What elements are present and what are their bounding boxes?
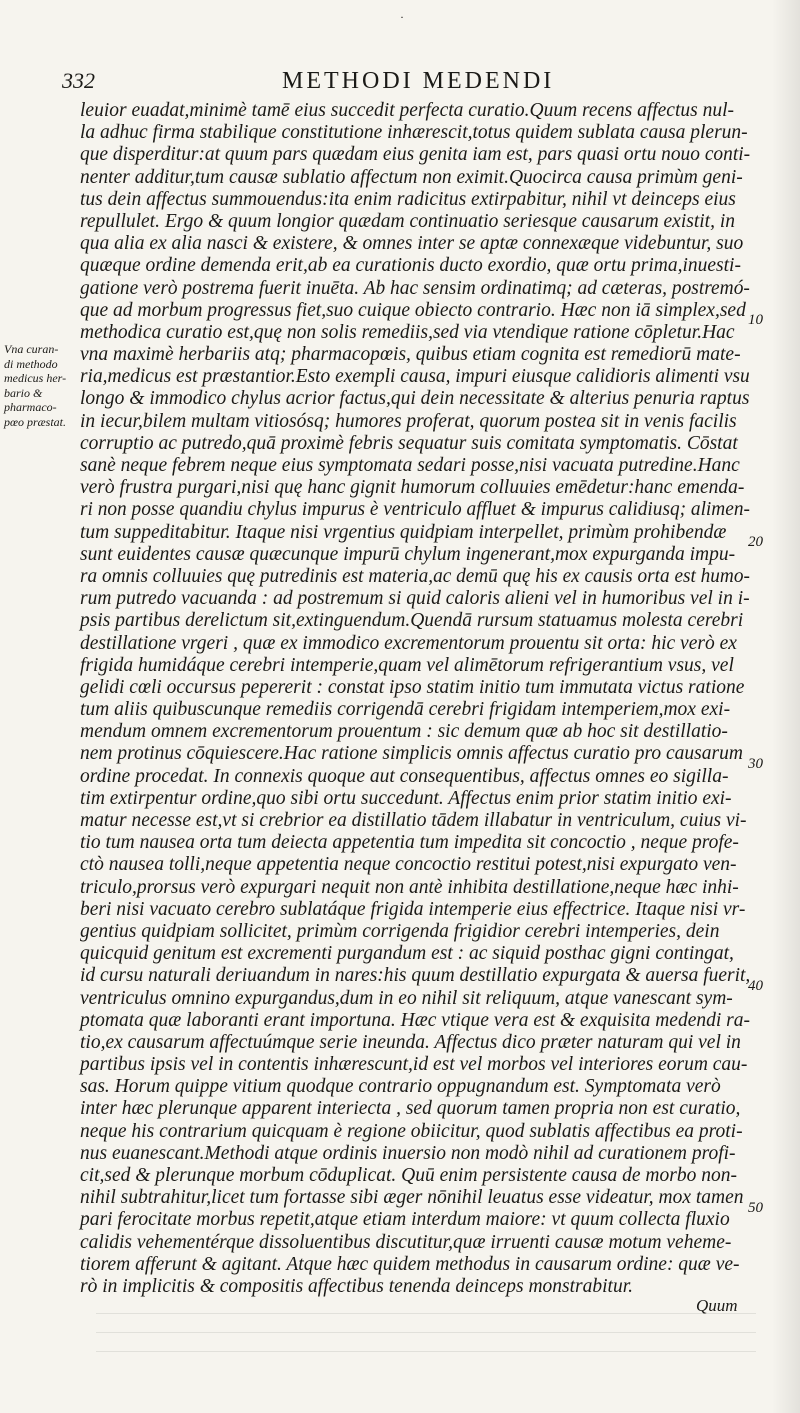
text-line: pari ferocitate morbus repetit,atque etiam interdum maiore: vt quum collecta fluxio [80,1209,730,1231]
text-line: tio,ex causarum affectuúmque serie ineunda. Affectus dico præter naturam qui vel in [80,1031,741,1053]
text-line: destillatione vrgeri , quæ ex immodico excrementorum prouentu sit orta: hic verò ex [80,632,737,654]
text-line: mendum omnem excrementorum prouentum : sic demum quæ ab hoc sit destillatio- [80,721,728,743]
text-line: in iecur,bilem multam vitiosósq; humores proferat, quorum postea sit in venis facilis [80,410,737,432]
marginal-note-line: pœo præstat. [4,414,67,429]
page-header [62,68,762,98]
marginal-note-line: Vna curan- [4,342,59,356]
line-number: 20 [748,534,763,550]
running-head: METHODI MEDENDI [282,68,555,94]
text-line: sas. Horum quippe vitium quodque contrario oppugnandum est. Symptomata verò [80,1076,721,1098]
text-line: qua alia ex alia nasci & existere, & omnes inter se aptæ connexæque videbuntur, suo [80,233,744,255]
text-line: matur necesse est,vt si crebrior ea distillatio tādem illabatur in ventriculum, cuius vi- [80,810,747,831]
marginal-note-line: di methodo [4,356,58,371]
text-line: calidis vehementérque dissoluentibus discutitur,quæ irruenti causæ motum veheme- [80,1231,732,1253]
body-text [80,100,770,1298]
text-line: ria,medicus est præstantior.Esto exempli causa, impuri eiusque calidioris alimenti vsu [80,366,750,388]
text-line: gelidi cœli occursus pepererit : constat ipso statim initio tum immutata victus ratione [80,676,745,698]
text-line: tiorem afferunt & agitant. Atque hæc quidem methodus in causarum ordine: quæ ve- [80,1253,740,1275]
text-line: id cursu naturali deriuandum in nares:his quum destillatio expurgata & auersa fuerit, [80,965,751,987]
marginal-note-line: pharmaco- [4,400,57,415]
text-line: psis partibus derelictum sit,extinguendum.Quendā rursum statuamus molesta cerebri [80,610,744,632]
page-number: 332 [62,68,95,93]
text-line: nihil subtrahitur,licet tum fortasse sibi æger nōnihil leuatus esse videatur, mox tamen [80,1187,744,1209]
text-line: sunt euidentes causæ quæcunque impurū chylum ingenerant,mox expurganda impu- [80,543,736,565]
text-line: que disperditur:at quum pars quædam eius genita iam est, pars quasi ortu nouo conti- [80,144,751,166]
line-number: 40 [748,978,763,994]
top-mark: · [400,10,404,24]
catchword: Quum [696,1296,738,1315]
text-line: nem protinus cōquiescere.Hac ratione simplicis omnis affectus curatio pro causarum [80,743,743,765]
show-through-text [96,1304,756,1364]
text-line: methodica curatio est,quę non solis remediis,sed via vtendique ratione cōpletur.Hac [80,321,735,343]
text-line: ventriculus omnino expurgandus,dum in eo nihil sit reliquum, atque vanescant sym- [80,987,733,1009]
text-line: nenter additur,tum causæ sublatio affectum non eximit.Quocirca causa primùm geni- [80,166,743,188]
text-line: rum putredo vacuanda : ad postremum si quid caloris alieni vel in humoribus vel in i- [80,588,750,610]
line-number: 30 [748,756,763,772]
text-line: partibus ipsis vel in contentis inhærescunt,id est vel morbos vel interiores eorum cau- [80,1054,748,1076]
marginal-note [4,342,82,430]
text-line: leuior euadat,minimè tamē eius succedit perfecta curatio.Quum recens affectus nul- [80,100,735,121]
text-line: inter hæc plerunque apparent interiecta , sed quorum tamen propria non est curatio, [80,1098,741,1120]
page-gutter-shadow [772,0,800,1413]
text-line: ra omnis colluuies quę putredinis est materia,ac demū quę his ex causis orta est humo- [80,565,750,587]
marginal-note-line: bario & [4,385,43,400]
text-line: sanè neque febrem neque eius symptomata sedari posse,nisi vacuata putredine.Hanc [80,455,740,476]
text-line: rò in implicitis & compositis affectibus tenenda deinceps monstrabitur. [80,1275,634,1297]
text-line: vna maximè herbariis atq; pharmacopœis, quibus etiam cognita est remediorū mate- [80,344,741,366]
text-line: ptomata quæ laboranti erant importuna. Hæc vtique vera est & exquisita medendi ra- [80,1009,750,1031]
text-line: tum aliis quibuscunque remediis corrigendā cerebri frigidam intemperiem,mox exi- [80,699,731,721]
text-line: tus dein affectus summouendus:ita enim radicitus extirpabitur, nihil vt deinceps eius [80,188,736,210]
text-line: que ad morbum progressus fiet,suo cuique obiecto contrario. Hæc non iā simplex,sed [80,299,746,321]
text-line: ordine procedat. In connexis quoque aut consequentibus, affectus omnes eo sigilla- [80,765,729,787]
text-line: repullulet. Ergo & quum longior quædam continuatio seriesque causarum existit, in [80,210,736,232]
text-line: tum suppeditabitur. Itaque nisi vrgentius quidpiam interpellet, primùm prohibendæ [80,521,727,543]
text-line: corruptio ac putredo,quā proximè febris sequatur suis comitata symptomatis. Cōstat [80,432,738,454]
text-line: quicquid genitum est excrementi purgandum est : ac siquid posthac gigni contingat, [80,943,734,965]
text-line: beri nisi vacuato cerebro sublatáque frigida intemperie eius effectrice. Itaque nisi vr- [80,898,746,920]
text-line: la adhuc firma stabilique constitutione inhærescit,totus quidem sublata causa plerun- [80,122,748,144]
text-line: gatione verò postrema fuerit inuēta. Ab hac sensim ordinatimq; ad cæteras, postremó- [80,277,750,299]
line-number: 50 [748,1200,763,1216]
text-line: quæque ordine demenda erit,ab ea curationis ducto exordio, quæ ortu prima,inuesti- [80,255,741,277]
text-line: triculo,prorsus verò expurgari nequit non antè inhibita destillatione,neque hæc inhi- [80,876,739,898]
text-line: gentius quidpiam sollicitet, primùm corrigenda frigidior cerebri intemperies, dein [80,920,720,942]
text-line: verò frustra purgari,nisi quę hanc gignit humorum colluuies emēdetur:hanc emenda- [80,477,745,499]
text-line: ctò nausea tolli,neque appetentia neque concoctio restitui potest,nisi expurgato ven- [80,854,737,876]
text-line: nus euanescant.Methodi atque ordinis inuersio non modò nihil ad curationem profi- [80,1142,736,1164]
text-line: tio tum nausea orta tum deiecta appetentia tum impedita sit concoctio , neque profe- [80,832,739,854]
text-line: longo & immodico chylus acrior factus,qui dein necessitate & alterius penuria raptus [80,388,750,410]
text-line: frigida humidáque cerebri intemperie,quam vel alimētorum refrigerantium vsus, vel [80,654,734,676]
text-line: cit,sed & plerunque morbum cōduplicat. Quū enim persistente causa de morbo non- [80,1165,737,1186]
text-line: tim extirpentur ordine,quo sibi ortu succedunt. Affectus enim prior statim initio exi- [80,787,732,809]
line-number: 10 [748,312,763,328]
marginal-note-line: medicus her- [4,371,67,386]
text-line: ri non posse quandiu chylus impurus è ventriculo affluet & impurus calidiusq; alimen- [80,499,750,521]
text-line: neque his contrarium quicquam è regione obiicitur, quod sublatis affectibus ea proti- [80,1120,743,1142]
